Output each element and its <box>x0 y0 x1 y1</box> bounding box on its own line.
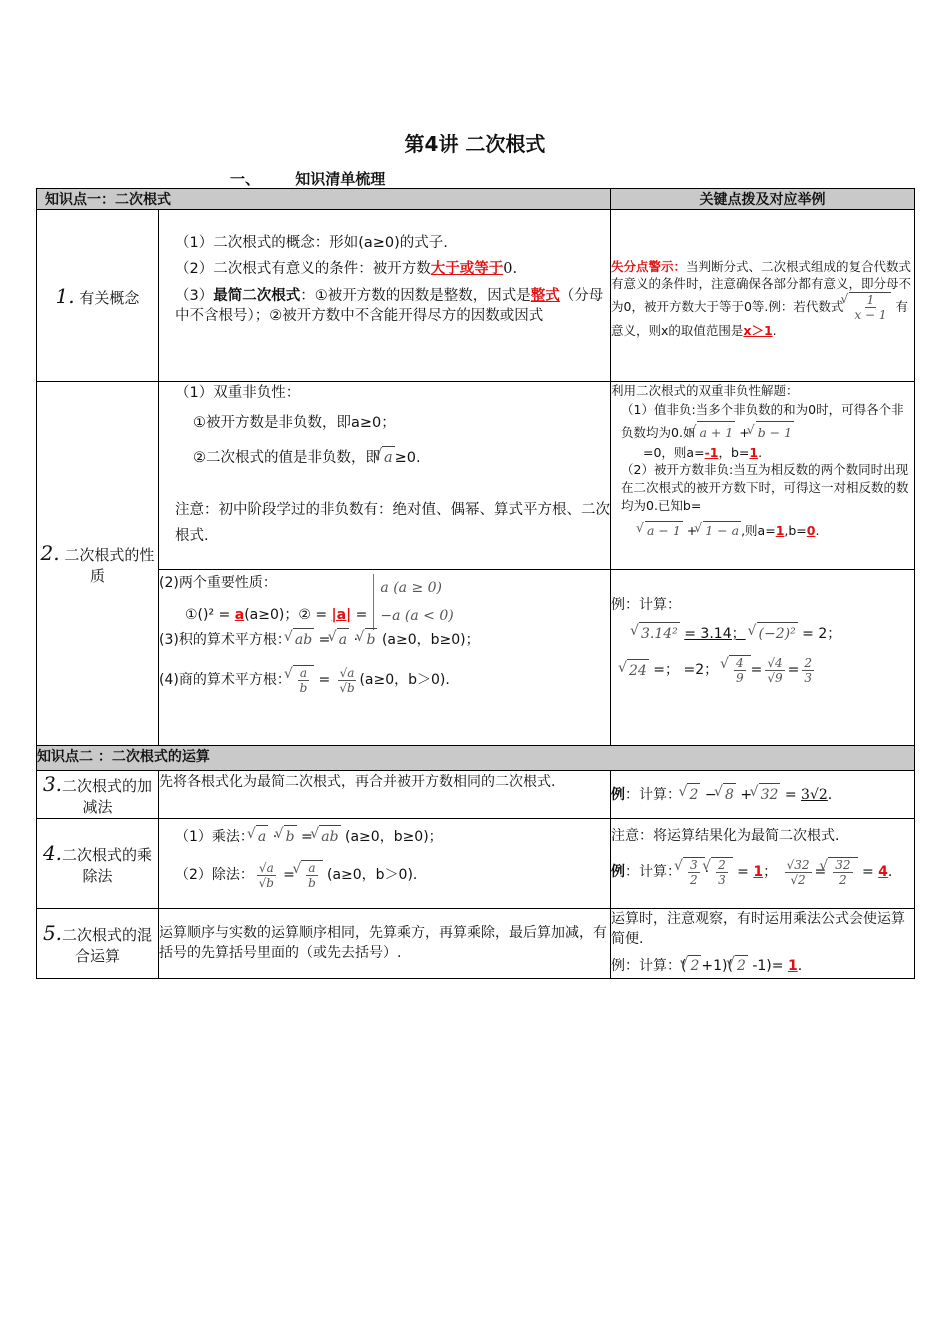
properties-important: (2)两个重要性质： ①()² = a (a≥0)；② = |a| = a (a ≥ 0) −a (a < 0) (3)积的算术平方根：√ ab = √ a · √ b (a≥0，b≥0)； (4)商的算术平方根： √ $\frac{a}{b}$ = $\frac{√a}{√b}$ (a≥0，b＞0). <box>159 570 611 746</box>
knowledge-table <box>36 188 915 979</box>
addsub-example: 例：计算： √ 2 − √ 8 + √ 32 = 3√2. <box>611 771 915 819</box>
table-row <box>37 771 915 819</box>
table-row <box>37 909 915 979</box>
mixed-content: 运算顺序与实数的运算顺序相同，先算乘方，再算乘除，最后算加减，有括号的先算括号里面的（或先去括号）. <box>159 909 611 979</box>
table-row <box>37 210 915 382</box>
table-row <box>37 570 915 746</box>
muldiv-example: 注意：将运算结果化为最简二次根式. 例 ：计算： √ $\frac{3}{2}$ · √ $\frac{2}{3}$ = 1 ； $\frac{√32}{√2}$ = √ $\frac{32}{2}$ = 4 . <box>611 819 915 909</box>
muldiv-content: （1）乘法：√ a · √ b = √ ab (a≥0，b≥0)； （2）除法： $\frac{√a}{√b}$ = √ $\frac{a}{b}$ (a≥0，b＞0). <box>159 819 611 909</box>
properties-nonneg-examples: 利用二次根式的双重非负性解题： （1）值非负:当多个非负数的和为0时，可得各个非负数均为0.如√ a + 1 + √ b − 1 =0，则a=-1，b=1. （2）被开方数非负:当互为相反数的两个数同时出现在二次根式的被开方数下时，可得这一对相反数的数均为0.已知b= √ a − 1 + √ 1 − a ,则a=1,b=0. <box>611 382 915 570</box>
row-label-muldiv: 4.二次根式的乘除法 <box>37 819 159 909</box>
row-label-mixed: 5.二次根式的混合运算 <box>37 909 159 979</box>
concepts-tips: 失分点警示：当判断分式、二次根式组成的复合代数式有意义的条件时，注意确保各部分都有意义，即分母不为0，被开方数大于等于0等.例：若代数式 √ $\frac{1}{x - 1}$ 有意义，则x的取值范围是x＞1. <box>611 210 915 382</box>
row-label-concepts: 1. 有关概念 <box>37 210 159 382</box>
concept-line-2: （2）二次根式有意义的条件：被开方数大于或等于0. <box>175 261 518 277</box>
row-label-addsub: 3.二次根式的加减法 <box>37 771 159 819</box>
page-title: 第4讲 二次根式 <box>404 132 546 156</box>
table-row <box>37 819 915 909</box>
subtitle-text: 知识清单梳理 <box>295 170 386 188</box>
header-left: 知识点一：二次根式 <box>37 189 611 210</box>
subtitle-number: 一、 <box>230 170 261 188</box>
sqrt-expression: √ $\frac{1}{x - 1}$ <box>849 292 891 322</box>
row-label-properties: 2. 二次根式的性质 <box>37 382 159 746</box>
addsub-content: 先将各根式化为最简二次根式，再合并被开方数相同的二次根式. <box>159 771 611 819</box>
table-header <box>37 189 915 210</box>
properties-nonneg: （1）双重非负性： ①被开方数是非负数，即a≥0； ②二次根式的值是非负数，即√ a ≥0. 注意：初中阶段学过的非负数有：绝对值、偶幂、算式平方根、二次根式. <box>159 382 611 570</box>
concept-line-1: （1）二次根式的概念：形如(a≥0)的式子. <box>175 235 448 251</box>
mixed-example: 运算时，注意观察，有时运用乘法公式会使运算简便. 例：计算：(√ 2 +1)(√ 2 -1)= 1. <box>611 909 915 979</box>
properties-examples: 例：计算： √ 3.14² = 3.14； √ (−2)² = 2； √ 24 =； =2； √ $\frac{4}{9}$ = $\frac{√4}{√9}$ = $\frac{2}{3}$ <box>611 570 915 746</box>
section-2-header: 知识点二 ：二次根式的运算 <box>37 746 915 771</box>
table-row <box>37 382 915 570</box>
concept-line-3: （3）最简二次根式：①被开方数的因数是整数，因式是整式（分母中不含根号）；②被开方数中不含能开得尽方的因数或因式 <box>175 288 604 324</box>
section-subtitle <box>230 168 385 189</box>
concepts-content <box>159 210 611 382</box>
header-right: 关键点拨及对应举例 <box>611 189 915 210</box>
